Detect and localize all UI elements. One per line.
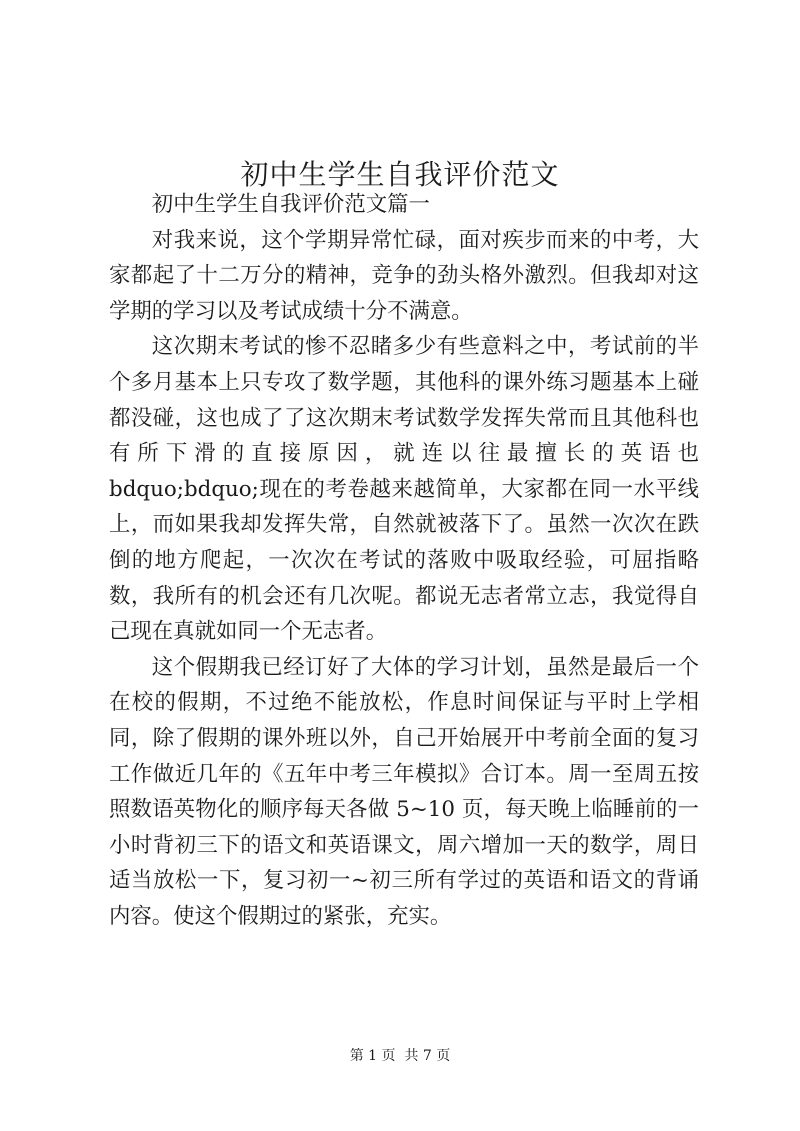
document-body (109, 187, 699, 934)
paragraph-3: 这个假期我已经订好了大体的学习计划，虽然是最后一个在校的假期，不过绝不能放松，作息时间保证与平时上学相同，除了假期的课外班以外，自己开始展开中考前全面的复习工作做近几年的《五年中考三年模拟》合订本。周一至周五按照数语英物化的顺序每天各做 5~10 页，每天晚上临睡前的一小时背初三下的语文和英语课文，周六增加一天的数学，周日适当放松一下，复习初一~初三所有学过的英语和语文的背诵内容。使这个假期过的紧张，充实。 (109, 654, 699, 929)
document-title: 初中生学生自我评价范文 (240, 157, 560, 191)
page-footer (0, 1046, 800, 1066)
page-number: 第 1 页 共 7 页 (349, 1048, 451, 1064)
paragraph-1: 对我来说，这个学期异常忙碌，面对疾步而来的中考，大家都起了十二万分的精神，竞争的劲头格外激烈。但我却对这学期的学习以及考试成绩十分不满意。 (109, 227, 699, 324)
paragraph-2: 这次期末考试的惨不忍睹多少有些意料之中，考试前的半个多月基本上只专攻了数学题，其他科的课外练习题基本上碰都没碰，这也成了了这次期末考试数学发挥失常而且其他科也有所下滑的直接原因，就连以往最擅长的英语也 bdquo;bdquo;现在的考卷越来越简单，大家都在同一水平线上，而如果我却发挥失常，自然就被落下了。虽然一次次在跌倒的地方爬起，一次次在考试的落败中吸取经验，可屈指略数，我所有的机会还有几次呢。都说无志者常立志，我觉得自己现在真就如同一个无志者。 (109, 334, 699, 645)
section-subtitle: 初中生学生自我评价范文篇一 (151, 192, 430, 217)
